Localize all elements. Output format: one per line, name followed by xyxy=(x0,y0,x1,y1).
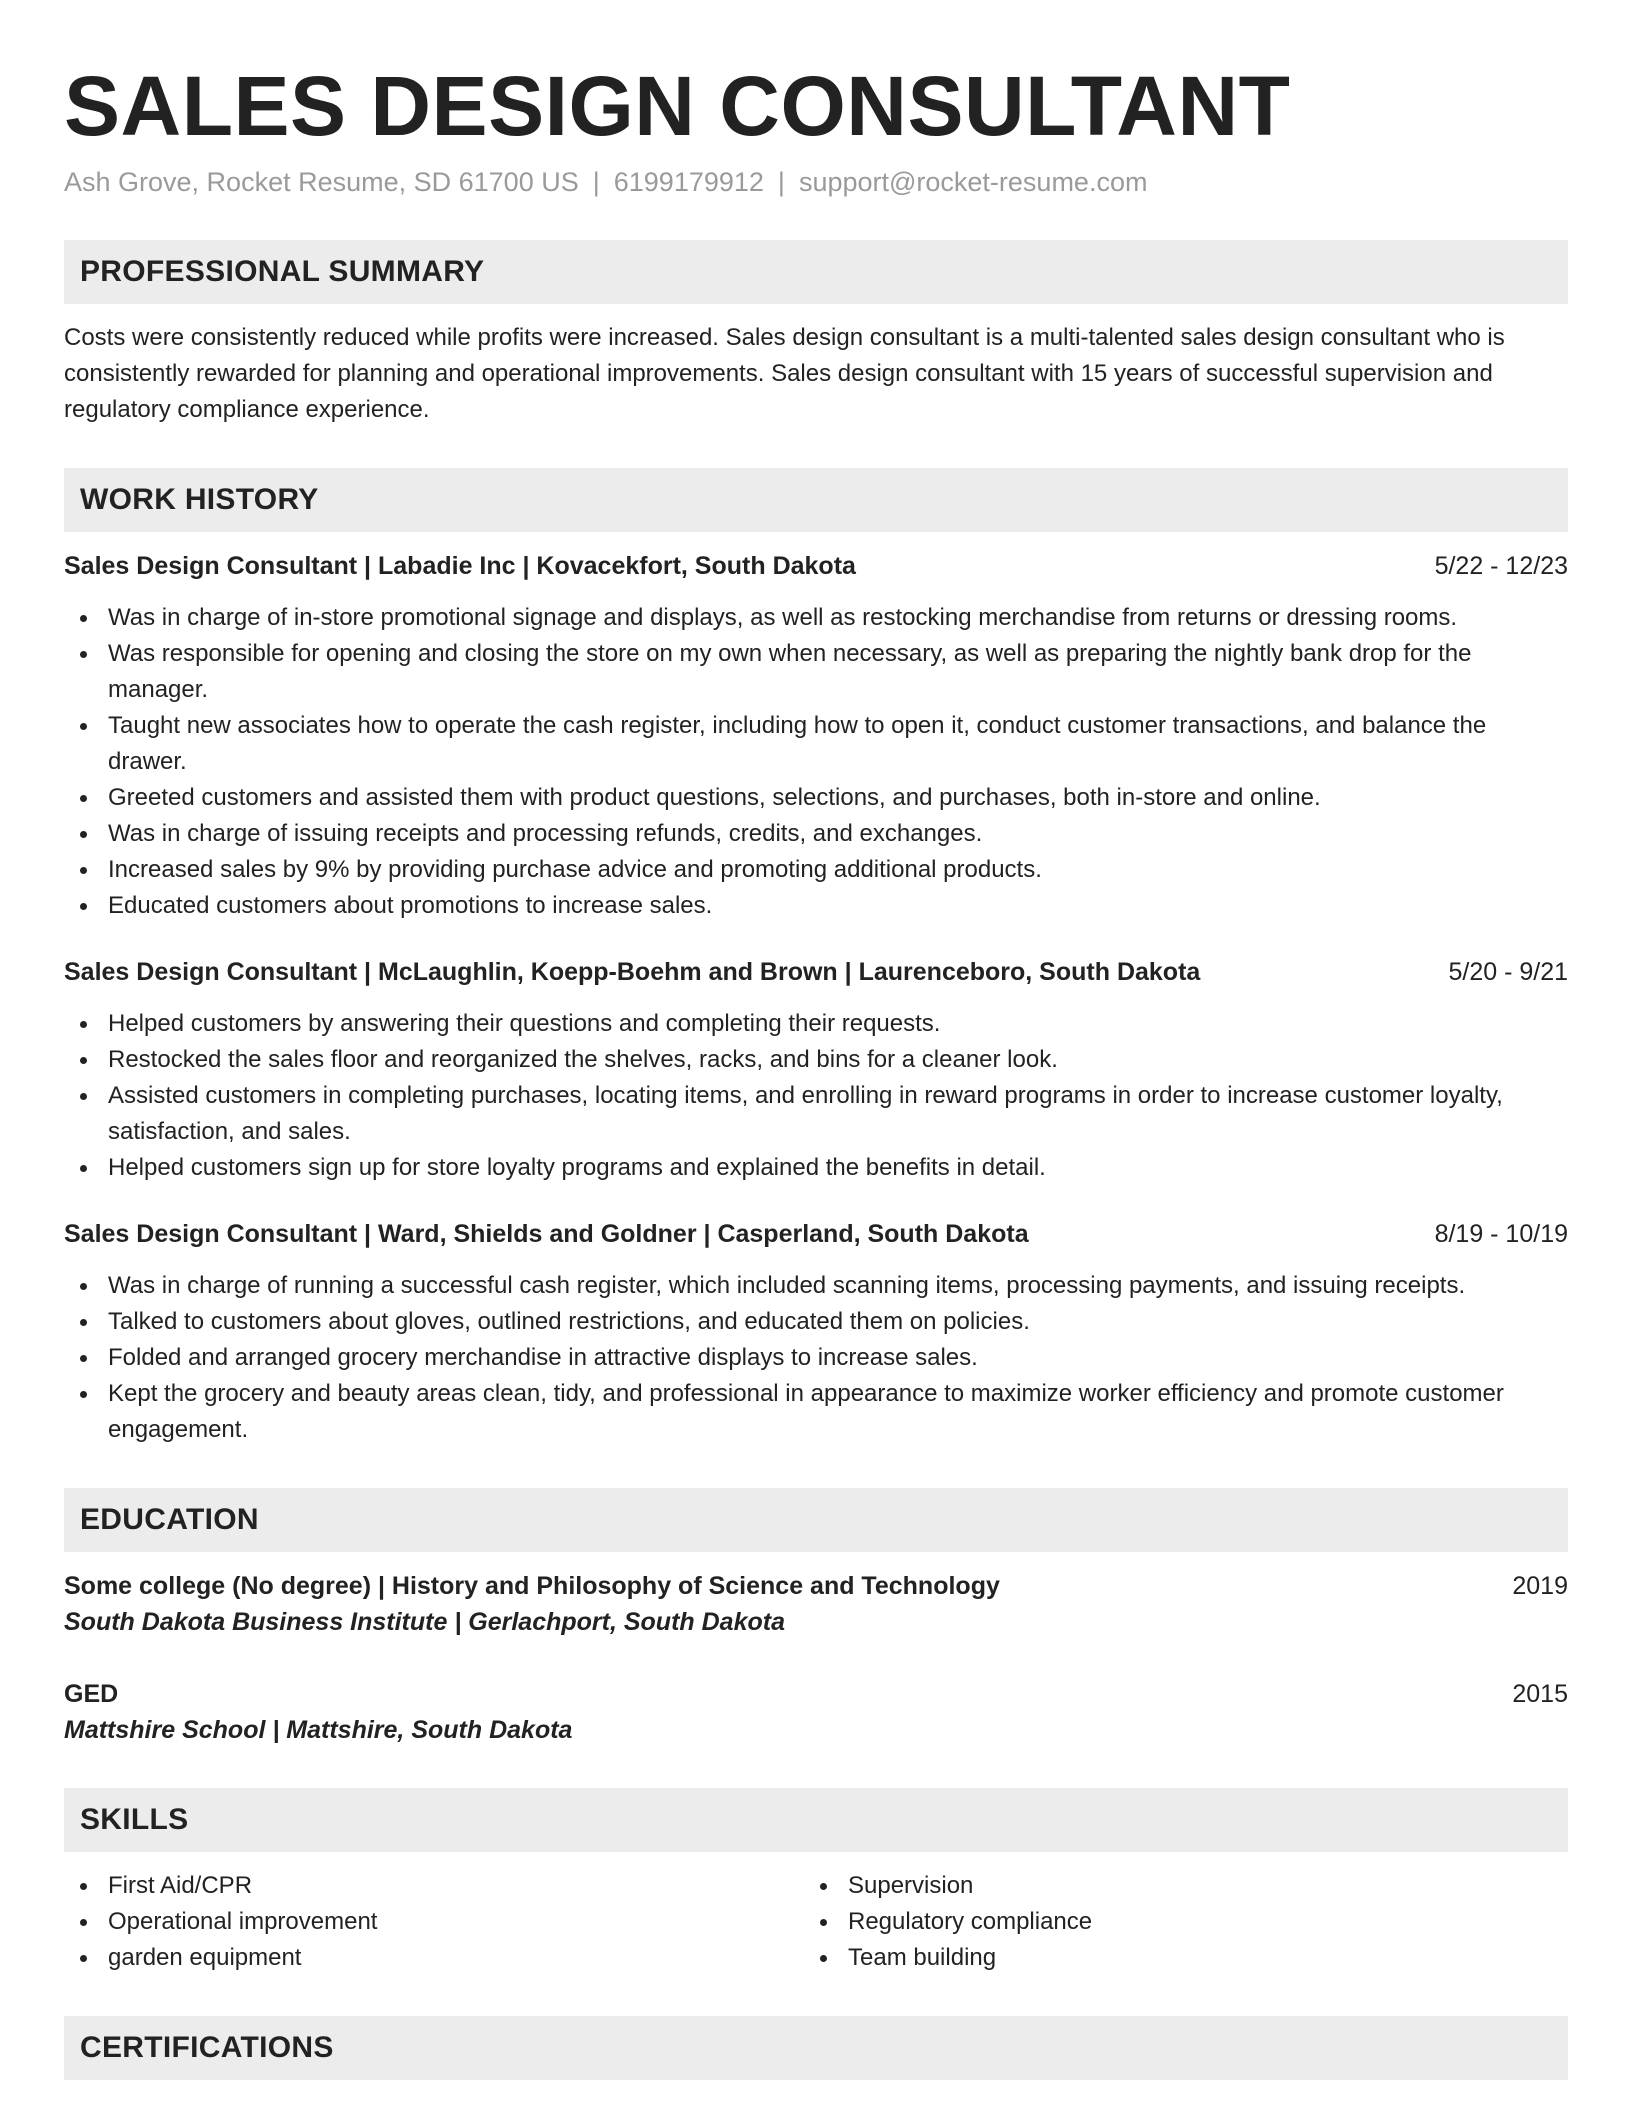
resume-name: SALES DESIGN CONSULTANT xyxy=(64,59,1291,153)
job-entry xyxy=(64,954,1568,1186)
section-title: SKILLS xyxy=(80,1803,189,1836)
list-item: Was in charge of in-store promotional signage and displays, as well as restocking merchandise from returns or dressing rooms. xyxy=(64,600,1568,636)
education-school: South Dakota Business Institute | Gerlachport, South Dakota xyxy=(64,1608,785,1636)
section-header-certifications xyxy=(64,2016,1568,2080)
education-degree: Some college (No degree) | History and Philosophy of Science and Technology xyxy=(64,1572,1000,1600)
job-bullets xyxy=(64,1006,1568,1186)
list-item: Folded and arranged grocery merchandise in attractive displays to increase sales. xyxy=(64,1340,1568,1376)
job-title: Sales Design Consultant | Labadie Inc | Kovacekfort, South Dakota xyxy=(64,552,856,580)
section-header-skills xyxy=(64,1788,1568,1852)
list-item: Increased sales by 9% by providing purchase advice and promoting additional products. xyxy=(64,852,1568,888)
list-item: Kept the grocery and beauty areas clean, tidy, and professional in appearance to maximize worker efficiency and promote customer engagement. xyxy=(64,1376,1568,1448)
education-school: Mattshire School | Mattshire, South Dakota xyxy=(64,1716,573,1744)
job-entry xyxy=(64,548,1568,924)
list-item: Restocked the sales floor and reorganized the shelves, racks, and bins for a cleaner look. xyxy=(64,1042,1568,1078)
job-entry xyxy=(64,1216,1568,1448)
list-item: Supervision xyxy=(804,1868,1544,1904)
job-header xyxy=(64,1216,1568,1252)
list-item: Operational improvement xyxy=(64,1904,804,1940)
education-entry xyxy=(64,1568,1568,1640)
skills-column-left xyxy=(64,1868,804,1976)
contact-line xyxy=(64,164,1568,200)
list-item: Educated customers about promotions to increase sales. xyxy=(64,888,1568,924)
education-year: 2015 xyxy=(1512,1680,1568,1708)
job-title: Sales Design Consultant | McLaughlin, Koepp-Boehm and Brown | Laurenceboro, South Dakota xyxy=(64,958,1201,986)
education-header xyxy=(64,1568,1568,1604)
skills-grid xyxy=(64,1868,1568,1976)
section-title: WORK HISTORY xyxy=(80,483,319,516)
job-header xyxy=(64,548,1568,584)
section-title: EDUCATION xyxy=(80,1503,259,1536)
job-dates: 5/22 - 12/23 xyxy=(1434,552,1568,580)
list-item: Was in charge of issuing receipts and processing refunds, credits, and exchanges. xyxy=(64,816,1568,852)
list-item: Helped customers by answering their questions and completing their requests. xyxy=(64,1006,1568,1042)
contact-separator: | xyxy=(592,167,600,197)
education-degree: GED xyxy=(64,1680,119,1708)
section-header-work-history xyxy=(64,468,1568,532)
list-item: Greeted customers and assisted them with product questions, selections, and purchases, both in-store and online. xyxy=(64,780,1568,816)
job-header xyxy=(64,954,1568,990)
section-title: PROFESSIONAL SUMMARY xyxy=(80,255,485,288)
list-item: Was in charge of running a successful cash register, which included scanning items, processing payments, and issuing receipts. xyxy=(64,1268,1568,1304)
education-header xyxy=(64,1676,1568,1712)
skills-column-right xyxy=(804,1868,1544,1976)
contact-phone: 6199179912 xyxy=(613,167,764,197)
section-title: CERTIFICATIONS xyxy=(80,2031,334,2064)
section-header-summary xyxy=(64,240,1568,304)
contact-separator: | xyxy=(777,167,785,197)
list-item: Was responsible for opening and closing the store on my own when necessary, as well as preparing the nightly bank drop for the manager. xyxy=(64,636,1568,708)
contact-email: support@rocket-resume.com xyxy=(798,167,1148,197)
list-item: Team building xyxy=(804,1940,1544,1976)
list-item: Regulatory compliance xyxy=(804,1904,1544,1940)
section-header-education xyxy=(64,1488,1568,1552)
list-item: Helped customers sign up for store loyalty programs and explained the benefits in detail. xyxy=(64,1150,1568,1186)
education-entry xyxy=(64,1676,1568,1748)
summary-text: Costs were consistently reduced while profits were increased. Sales design consultant is a multi-talented sales design consultant who is consistently rewarded for planning and operational improvements. Sales design consultant with 15 years of successful supervision and regulatory compliance experience. xyxy=(64,324,1505,423)
list-item: Assisted customers in completing purchases, locating items, and enrolling in reward programs in order to increase customer loyalty, satisfaction, and sales. xyxy=(64,1078,1568,1150)
list-item: Talked to customers about gloves, outlined restrictions, and educated them on policies. xyxy=(64,1304,1568,1340)
list-item: garden equipment xyxy=(64,1940,804,1976)
job-dates: 8/19 - 10/19 xyxy=(1434,1220,1568,1248)
job-bullets xyxy=(64,1268,1568,1448)
education-year: 2019 xyxy=(1512,1572,1568,1600)
list-item: First Aid/CPR xyxy=(64,1868,804,1904)
job-title: Sales Design Consultant | Ward, Shields and Goldner | Casperland, South Dakota xyxy=(64,1220,1029,1248)
contact-address: Ash Grove, Rocket Resume, SD 61700 US xyxy=(64,167,579,197)
list-item: Taught new associates how to operate the cash register, including how to open it, conduct customer transactions, and balance the drawer. xyxy=(64,708,1568,780)
job-bullets xyxy=(64,600,1568,924)
job-dates: 5/20 - 9/21 xyxy=(1448,958,1568,986)
